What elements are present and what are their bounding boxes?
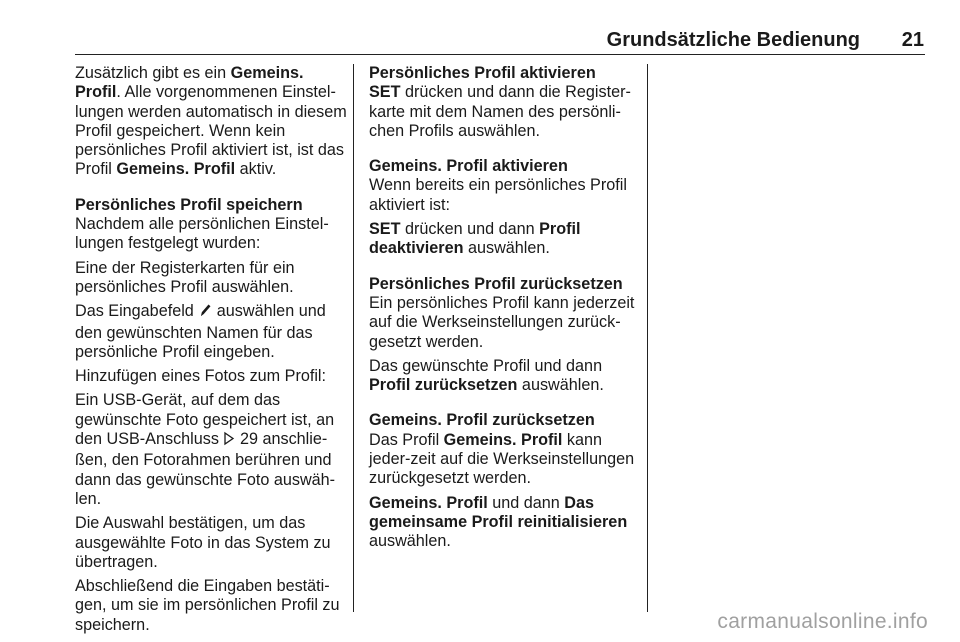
column-divider-1 <box>353 64 354 612</box>
paragraph: Eine der Registerkarten für ein persönliches Profil auswählen. <box>75 258 295 296</box>
paragraph: Ein persönliches Profil kann jederzeit auf die Werkseinstellungen zurück-gesetzt werden. <box>369 293 635 351</box>
header-divider <box>75 54 925 55</box>
section-heading: Persönliches Profil zurücksetzen <box>369 274 623 293</box>
paragraph: Die Auswahl bestätigen, um das ausgewählte Foto in das System zu übertragen. <box>75 514 331 571</box>
paragraph: Das Profil Gemeins. Profil kann jeder-zeit auf die Werkseinstellungen zurückgesetzt werden. <box>369 430 635 488</box>
paragraph: SET drücken und dann die Register-karte mit dem Namen des persönli-chen Profils auswählen. <box>369 83 631 140</box>
section-title: Grundsätzliche Bedienung <box>606 29 860 51</box>
pencil-icon <box>198 302 212 323</box>
page-number: 21 <box>901 29 924 51</box>
paragraph: Wenn bereits ein persönliches Profil aktiviert ist: <box>369 176 627 214</box>
column-2 <box>369 64 637 557</box>
section-heading: Gemeins. Profil zurücksetzen <box>369 411 595 430</box>
paragraph: Hinzufügen eines Fotos zum Profil: <box>75 367 327 386</box>
section-heading: Gemeins. Profil aktivieren <box>369 157 568 176</box>
paragraph: SET drücken und dann Profil deaktivieren auswählen. <box>369 220 581 258</box>
column-divider-2 <box>647 64 648 612</box>
paragraph: Nachdem alle persönlichen Einstel-lungen festgelegt wurden: <box>75 215 329 253</box>
paragraph: Das Eingabefeld auswählen und den gewünschten Namen für das persönliche Profil eingeben. <box>75 302 326 361</box>
paragraph: Ein USB-Gerät, auf dem das gewünschte Foto gespeichert ist, an den USB-Anschluss 29 anschlie-ßen, den Fotorahmen berühren und dann das gewünschte Foto auswäh-len. <box>75 391 336 508</box>
paragraph: Gemeins. Profil und dann Das gemeinsame Profil reinitialisieren auswählen. <box>369 493 628 551</box>
watermark: carmanualsonline.info <box>717 610 928 633</box>
paragraph: Zusätzlich gibt es ein Gemeins. Profil. Alle vorgenommenen Einstel-lungen werden automatisch in diesem Profil gespeichert. Wenn kein persönliches Profil aktiviert ist, ist das Profil Gemeins. Profil aktiv. <box>75 64 347 179</box>
paragraph: Abschließend die Eingaben bestäti-gen, um sie im persönlichen Profil zu speichern. <box>75 577 340 634</box>
page-reference-arrow-icon <box>223 431 235 451</box>
section-heading: Persönliches Profil aktivieren <box>369 64 596 82</box>
section-heading: Persönliches Profil speichern <box>75 195 303 214</box>
column-1 <box>75 64 347 640</box>
paragraph: Das gewünschte Profil und dann Profil zurücksetzen auswählen. <box>369 356 604 395</box>
